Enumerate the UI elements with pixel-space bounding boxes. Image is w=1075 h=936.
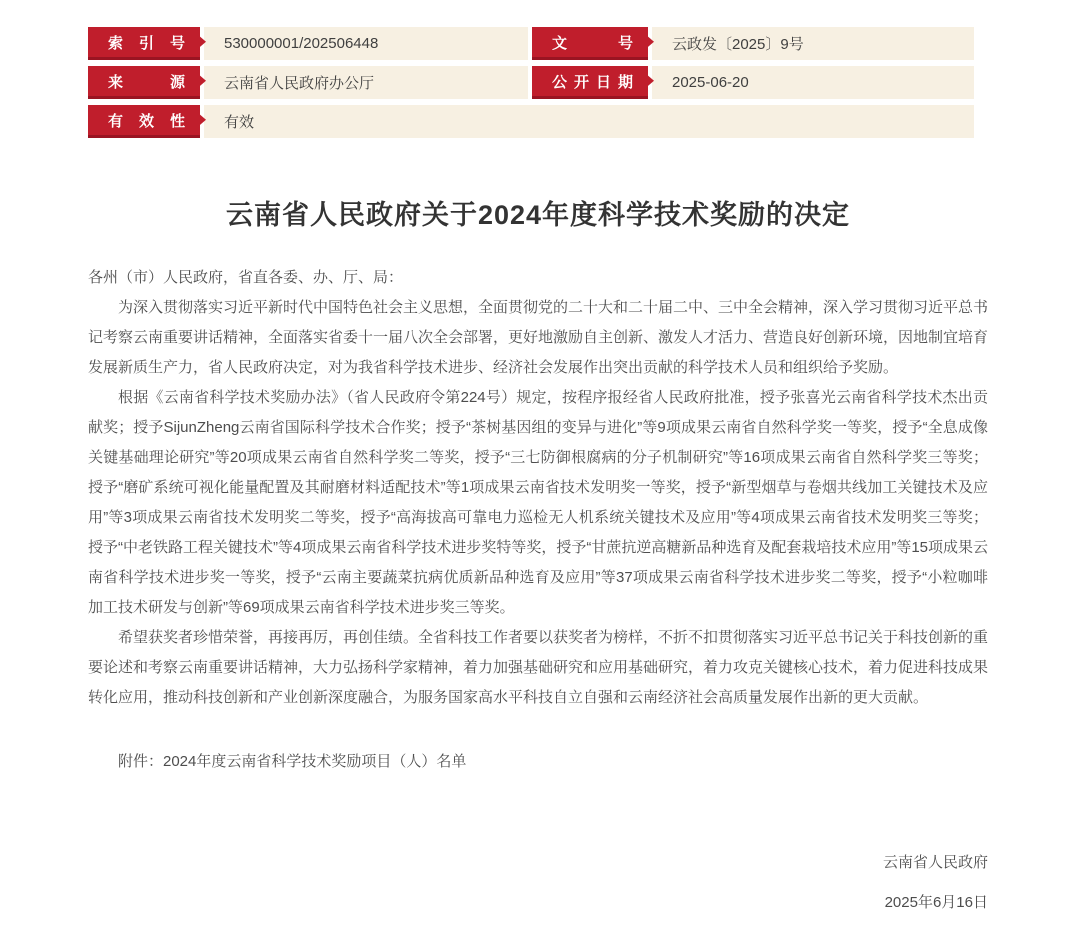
salutation-line: 各州（市）人民政府，省直各委、办、厅、局： xyxy=(88,269,404,286)
meta-label-publish-date-text: 公开日期 xyxy=(552,73,634,91)
meta-label-validity-text: 有效性 xyxy=(108,112,186,130)
meta-label-validity xyxy=(88,105,200,138)
label-arrow-icon xyxy=(199,75,206,87)
attachment-line: 附件：2024年度云南省科学技术奖励项目（人）名单 xyxy=(118,753,467,770)
signature-issuer: 云南省人民政府 xyxy=(882,854,988,871)
label-arrow-icon xyxy=(199,114,206,126)
meta-value-doc-number-text: 云政发〔2025〕9号 xyxy=(672,36,804,53)
meta-label-index-number-text: 索引号 xyxy=(108,34,186,52)
body-paragraph-1: 为深入贯彻落实习近平新时代中国特色社会主义思想，全面贯彻党的二十大和二十届二中、三中全会精神，深入学习贯彻习近平总书记考察云南重要讲话精神，全面落实省委十一届八次全会部署，更好地激励自主创新、激发人才活力、营造良好创新环境，因地制宜培育发展新质生产力，省人民政府决定，对为我省科学技术进步、经济社会发展作出突出贡献的科学技术人员和组织给予奖励。 xyxy=(88,299,989,376)
document-content xyxy=(88,196,988,923)
signature-date: 2025年6月16日 xyxy=(884,894,988,911)
label-arrow-icon xyxy=(647,75,654,87)
label-arrow-icon xyxy=(647,36,654,48)
body-paragraph-3: 希望获奖者珍惜荣誉，再接再厉，再创佳绩。全省科技工作者要以获奖者为榜样，不折不扣贯彻落实习近平总书记关于科技创新的重要论述和考察云南重要讲话精神，大力弘扬科学家精神，着力加强基础研究和应用基础研究，着力攻克关键核心技术，着力促进科技成果转化应用，推动科技创新和产业创新深度融合，为服务国家高水平科技自立自强和云南经济社会高质量发展作出新的更大贡献。 xyxy=(88,629,989,706)
meta-label-doc-number xyxy=(532,27,648,60)
meta-value-index-number xyxy=(204,27,528,60)
meta-label-source-text: 来源 xyxy=(108,73,186,91)
meta-value-validity xyxy=(204,105,974,138)
meta-value-source xyxy=(204,66,528,99)
meta-value-source-text: 云南省人民政府办公厅 xyxy=(224,75,375,92)
meta-value-validity-text: 有效 xyxy=(224,114,255,131)
meta-label-source xyxy=(88,66,200,99)
meta-value-index-number-text: 530000001/202506448 xyxy=(224,35,379,52)
meta-label-publish-date xyxy=(532,66,648,99)
meta-value-publish-date-text: 2025-06-20 xyxy=(672,74,749,91)
label-arrow-icon xyxy=(199,36,206,48)
document-title: 云南省人民政府关于2024年度科学技术奖励的决定 xyxy=(225,200,851,230)
document-meta-table xyxy=(88,27,974,138)
body-paragraph-2: 根据《云南省科学技术奖励办法》（省人民政府令第224号）规定，按程序报经省人民政府批准，授予张喜光云南省科学技术杰出贡献奖；授予SijunZheng云南省国际科学技术合作奖；授予“茶树基因组的变异与进化”等9项成果云南省自然科学奖一等奖，授予“全息成像关键基础理论研究”等20项成果云南省自然科学奖二等奖，授予“三七防御根腐病的分子机制研究”等16项成果云南省自然科学奖三等奖；授予“磨矿系统可视化能量配置及其耐磨材料适配技术”等1项成果云南省技术发明奖一等奖，授予“新型烟草与卷烟共线加工关键技术及应用”等3项成果云南省技术发明奖二等奖，授予“高海拔高可靠电力巡检无人机系统关键技术及应用”等4项成果云南省技术发明奖三等奖；授予“中老铁路工程关键技术”等4项成果云南省科学技术进步奖特等奖，授予“甘蔗抗逆高糖新品种选育及配套栽培技术应用”等15项成果云南省科学技术进步奖一等奖，授予“云南主要蔬菜抗病优质新品种选育及应用”等37项成果云南省科学技术进步奖二等奖，授予“小粒咖啡加工技术研发与创新”等69项成果云南省科学技术进步奖三等奖。 xyxy=(88,389,989,616)
meta-label-index-number xyxy=(88,27,200,60)
meta-value-publish-date xyxy=(652,66,974,99)
meta-value-doc-number xyxy=(652,27,974,60)
signature-block xyxy=(88,843,988,923)
meta-label-doc-number-text: 文号 xyxy=(552,34,634,52)
